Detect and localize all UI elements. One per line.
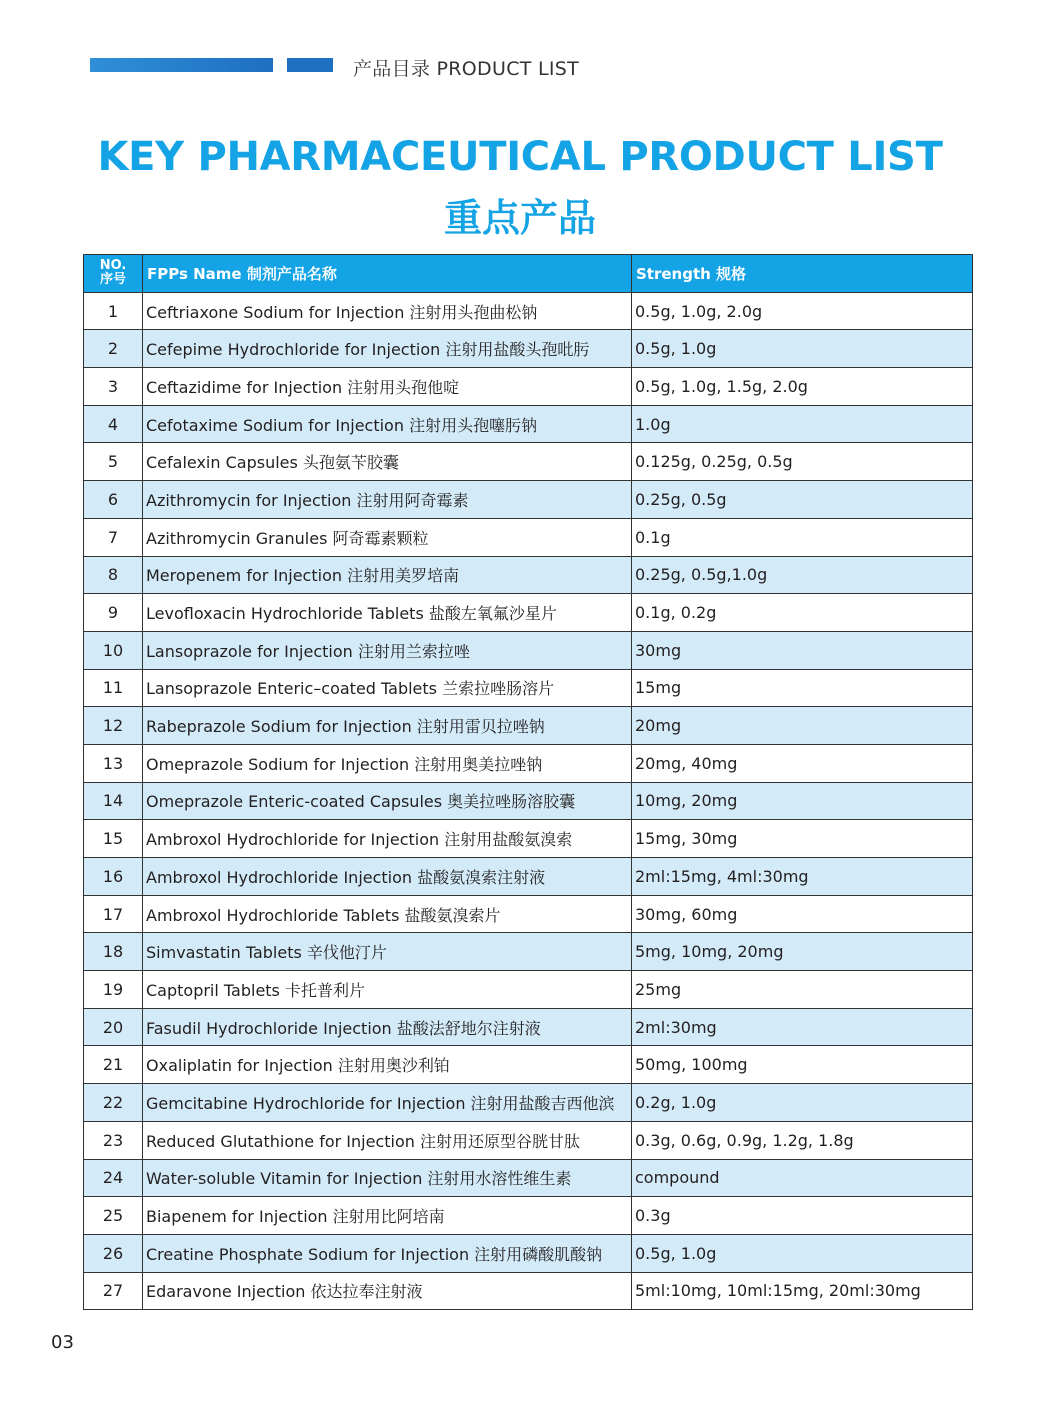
page-number: 03 [51,1332,74,1353]
table-row [84,405,973,443]
cell-name: Cefalexin Capsules 头孢氨苄胶囊 [143,443,632,481]
cell-no: 8 [84,556,143,594]
header-no-en: NO. [99,258,127,274]
cell-strength: 2ml:30mg [632,1008,973,1046]
cell-name: Omeprazole Enteric-coated Capsules 奥美拉唑肠溶胶囊 [143,782,632,820]
header-label: 产品目录 PRODUCT LIST [353,58,580,80]
cell-name: Meropenem for Injection 注射用美罗培南 [143,556,632,594]
cell-strength: 0.5g, 1.0g, 2.0g [632,292,973,330]
cell-no: 2 [84,330,143,368]
cell-strength: 0.3g [632,1197,973,1235]
table-row [84,744,973,782]
cell-name: Creatine Phosphate Sodium for Injection 注射用磷酸肌酸钠 [143,1234,632,1272]
table-row [84,292,973,330]
cell-no: 9 [84,594,143,632]
cell-no: 3 [84,368,143,406]
cell-strength: 0.1g [632,518,973,556]
cell-name: Cefepime Hydrochloride for Injection 注射用盐酸头孢吡肟 [143,330,632,368]
cell-no: 6 [84,481,143,519]
cell-no: 1 [84,292,143,330]
cell-no: 26 [84,1234,143,1272]
cell-name: Water-soluble Vitamin for Injection 注射用水溶性维生素 [143,1159,632,1197]
cell-name: Edaravone Injection 依达拉奉注射液 [143,1272,632,1310]
table-row [84,1197,973,1235]
cell-name: Captopril Tablets 卡托普利片 [143,971,632,1009]
cell-strength: 30mg [632,631,973,669]
cell-strength: 5ml:10mg, 10ml:15mg, 20ml:30mg [632,1272,973,1310]
cell-strength: 20mg [632,707,973,745]
cell-strength: 30mg, 60mg [632,895,973,933]
table-row [84,594,973,632]
cell-name: Gemcitabine Hydrochloride for Injection 注射用盐酸吉西他滨 [143,1084,632,1122]
table-row [84,1084,973,1122]
table-row [84,820,973,858]
cell-no: 22 [84,1084,143,1122]
cell-strength: 0.5g, 1.0g [632,1234,973,1272]
cell-no: 16 [84,858,143,896]
cell-strength: 0.3g, 0.6g, 0.9g, 1.2g, 1.8g [632,1121,973,1159]
cell-name: Simvastatin Tablets 辛伐他汀片 [143,933,632,971]
header-strength: Strength 规格 [632,255,973,293]
table-row [84,1234,973,1272]
cell-strength: 5mg, 10mg, 20mg [632,933,973,971]
cell-name: Azithromycin Granules 阿奇霉素颗粒 [143,518,632,556]
table-row [84,858,973,896]
cell-name: Cefotaxime Sodium for Injection 注射用头孢噻肟钠 [143,405,632,443]
cell-no: 14 [84,782,143,820]
table-body [84,292,973,1310]
table-header-row [84,255,973,293]
table-row [84,933,973,971]
cell-strength: 0.2g, 1.0g [632,1084,973,1122]
cell-strength: 25mg [632,971,973,1009]
cell-name: Omeprazole Sodium for Injection 注射用奥美拉唑钠 [143,744,632,782]
cell-strength: 1.0g [632,405,973,443]
cell-no: 25 [84,1197,143,1235]
cell-name: Lansoprazole for Injection 注射用兰索拉唑 [143,631,632,669]
cell-strength: 0.25g, 0.5g [632,481,973,519]
cell-name: Ceftriaxone Sodium for Injection 注射用头孢曲松钠 [143,292,632,330]
cell-no: 20 [84,1008,143,1046]
table-row [84,971,973,1009]
table-row [84,1008,973,1046]
cell-strength: 0.5g, 1.0g, 1.5g, 2.0g [632,368,973,406]
cell-name: Ceftazidime for Injection 注射用头孢他啶 [143,368,632,406]
cell-no: 19 [84,971,143,1009]
page-subtitle: 重点产品 [443,196,596,240]
cell-no: 12 [84,707,143,745]
table-row [84,631,973,669]
cell-strength: 15mg, 30mg [632,820,973,858]
cell-name: Levofloxacin Hydrochloride Tablets 盐酸左氧氟沙星片 [143,594,632,632]
cell-name: Azithromycin for Injection 注射用阿奇霉素 [143,481,632,519]
cell-no: 17 [84,895,143,933]
header-decor-bar-long [90,58,273,72]
table-row [84,443,973,481]
cell-no: 13 [84,744,143,782]
cell-strength: 15mg [632,669,973,707]
table-row [84,330,973,368]
cell-strength: 0.25g, 0.5g,1.0g [632,556,973,594]
cell-no: 4 [84,405,143,443]
table-row [84,518,973,556]
cell-strength: 10mg, 20mg [632,782,973,820]
table-row [84,782,973,820]
cell-no: 18 [84,933,143,971]
table-row [84,669,973,707]
cell-name: Reduced Glutathione for Injection 注射用还原型谷胱甘肽 [143,1121,632,1159]
table-row [84,895,973,933]
cell-no: 27 [84,1272,143,1310]
product-table [83,254,973,1310]
table-row [84,481,973,519]
table-row [84,707,973,745]
cell-strength: 0.125g, 0.25g, 0.5g [632,443,973,481]
cell-no: 24 [84,1159,143,1197]
cell-no: 23 [84,1121,143,1159]
table-row [84,1159,973,1197]
table-row [84,368,973,406]
table-row [84,1046,973,1084]
cell-no: 10 [84,631,143,669]
cell-name: Biapenem for Injection 注射用比阿培南 [143,1197,632,1235]
cell-no: 7 [84,518,143,556]
cell-strength: 0.1g, 0.2g [632,594,973,632]
header-decor-bar-short [287,58,333,72]
cell-no: 21 [84,1046,143,1084]
cell-strength: 20mg, 40mg [632,744,973,782]
cell-name: Ambroxol Hydrochloride Injection 盐酸氨溴索注射液 [143,858,632,896]
cell-name: Rabeprazole Sodium for Injection 注射用雷贝拉唑钠 [143,707,632,745]
cell-no: 5 [84,443,143,481]
cell-strength: 2ml:15mg, 4ml:30mg [632,858,973,896]
header-name: FPPs Name 制剂产品名称 [143,255,632,293]
page-title: KEY PHARMACEUTICAL PRODUCT LIST [97,134,943,180]
cell-name: Lansoprazole Enteric–coated Tablets 兰索拉唑肠溶片 [143,669,632,707]
cell-no: 15 [84,820,143,858]
cell-strength: 50mg, 100mg [632,1046,973,1084]
cell-strength: compound [632,1159,973,1197]
header-no [84,255,143,293]
cell-name: Oxaliplatin for Injection 注射用奥沙利铂 [143,1046,632,1084]
table-row [84,1272,973,1310]
cell-name: Ambroxol Hydrochloride Tablets 盐酸氨溴索片 [143,895,632,933]
cell-strength: 0.5g, 1.0g [632,330,973,368]
table-row [84,556,973,594]
cell-name: Fasudil Hydrochloride Injection 盐酸法舒地尔注射液 [143,1008,632,1046]
cell-name: Ambroxol Hydrochloride for Injection 注射用盐酸氨溴索 [143,820,632,858]
table-row [84,1121,973,1159]
header-no-zh: 序号 [99,272,126,288]
cell-no: 11 [84,669,143,707]
